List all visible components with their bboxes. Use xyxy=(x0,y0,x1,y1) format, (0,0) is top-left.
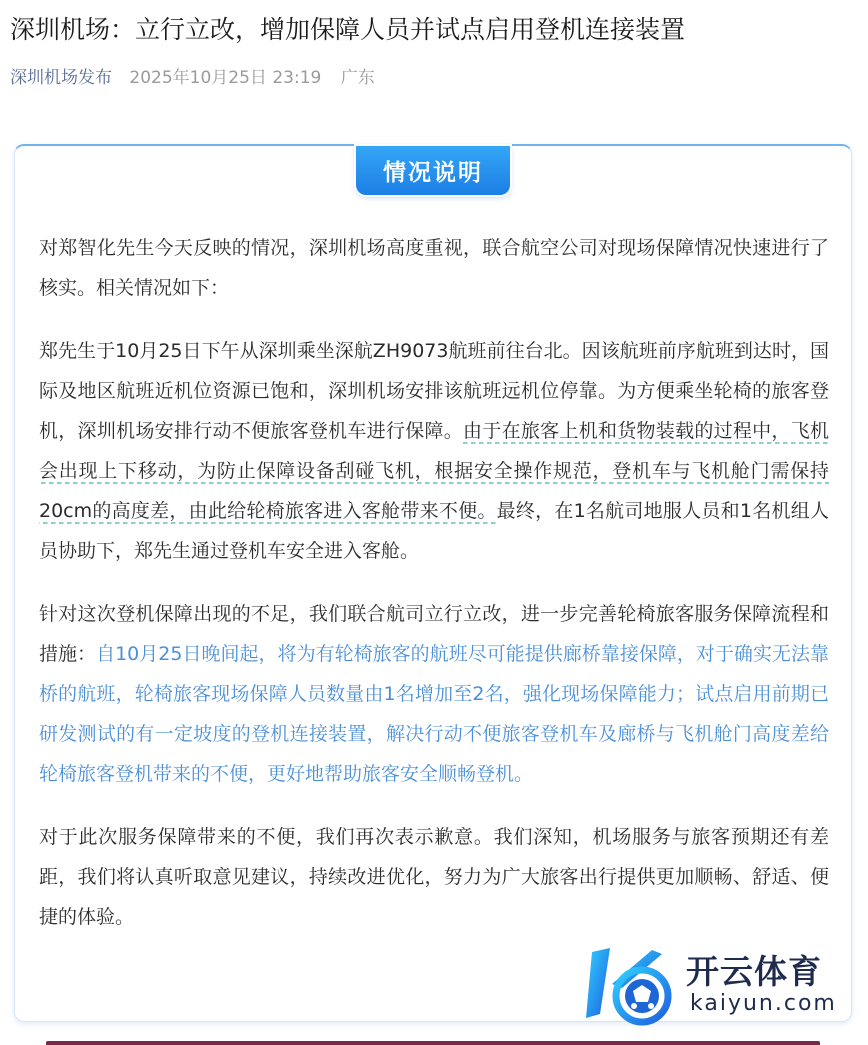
statement-card xyxy=(14,144,852,1022)
article-title: 深圳机场：立行立改，增加保障人员并试点启用登机连接装置 xyxy=(10,15,686,44)
watermark-brand-cn: 开云体育 xyxy=(686,952,822,991)
watermark-brand-en: kaiyun.com xyxy=(690,991,837,1016)
paragraph-apology: 对于此次服务保障带来的不便，我们再次表示歉意。我们深知，机场服务与旅客预期还有差距，我们将认真听取意见建议，持续改进优化，努力为广大旅客出行提供更加顺畅、舒适、便捷的体验。 xyxy=(39,826,829,928)
details-text-underlined: 由于在旅客上机和货物装载的过程中，飞机会出现上下移动，为防止保障设备刮碰飞机，根据安全操作规范，登机车与飞机舱门需保持20cm的高度差，由此给轮椅旅客进入客舱带来不便。 xyxy=(39,420,829,522)
measures-text-highlight: 自10月25日晚间起，将为有轮椅旅客的航班尽可能提供廊桥靠接保障，对于确实无法靠桥的航班，轮椅旅客现场保障人员数量由1名增加至2名，强化现场保障能力；试点启用前期已研发测试的有一定坡度的登机连接装置，解决行动不便旅客登机车及廊桥与飞机舱门高度差给轮椅旅客登机带来的不便，更好地帮助旅客安全顺畅登机。 xyxy=(39,643,829,785)
details-text-c: 最终，在1名航司地服人员和1名机组人员协助下，郑先生通过登机车安全进入客舱。 xyxy=(39,500,829,562)
watermark-logo xyxy=(582,942,862,1028)
paragraph-intro: 对郑智化先生今天反映的情况，深圳机场高度重视，联合航空公司对现场保障情况快速进行了核实。相关情况如下： xyxy=(39,237,829,299)
paragraph-measures xyxy=(39,594,829,794)
paragraph-details xyxy=(39,331,829,571)
measures-text-a: 针对这次登机保障出现的不足，我们联合航司立行立改，进一步完善轮椅旅客服务保障流程和措施： xyxy=(39,603,829,665)
details-text-a: 郑先生于10月25日下午从深圳乘坐深航ZH9073航班前往台北。因该航班前序航班到达时，国际及地区航班近机位资源已饱和，深圳机场安排该航班远机位停靠。为方便乘坐轮椅的旅客登机，深圳机场安排行动不便旅客登机车进行保障。 xyxy=(39,340,829,442)
card-tab-label: 情况说明 xyxy=(383,160,483,186)
statement-content xyxy=(39,228,829,960)
article-meta xyxy=(10,64,375,92)
card-tab-header xyxy=(356,146,510,195)
publish-location: 广东 xyxy=(340,68,375,88)
publisher-link[interactable]: 深圳机场发布 xyxy=(10,68,112,88)
kaiyun-logo-icon xyxy=(582,944,678,1026)
bottom-divider xyxy=(46,1041,820,1045)
watermark-brand xyxy=(686,953,837,1017)
publish-date: 2025年10月25日 23:19 xyxy=(129,68,322,88)
